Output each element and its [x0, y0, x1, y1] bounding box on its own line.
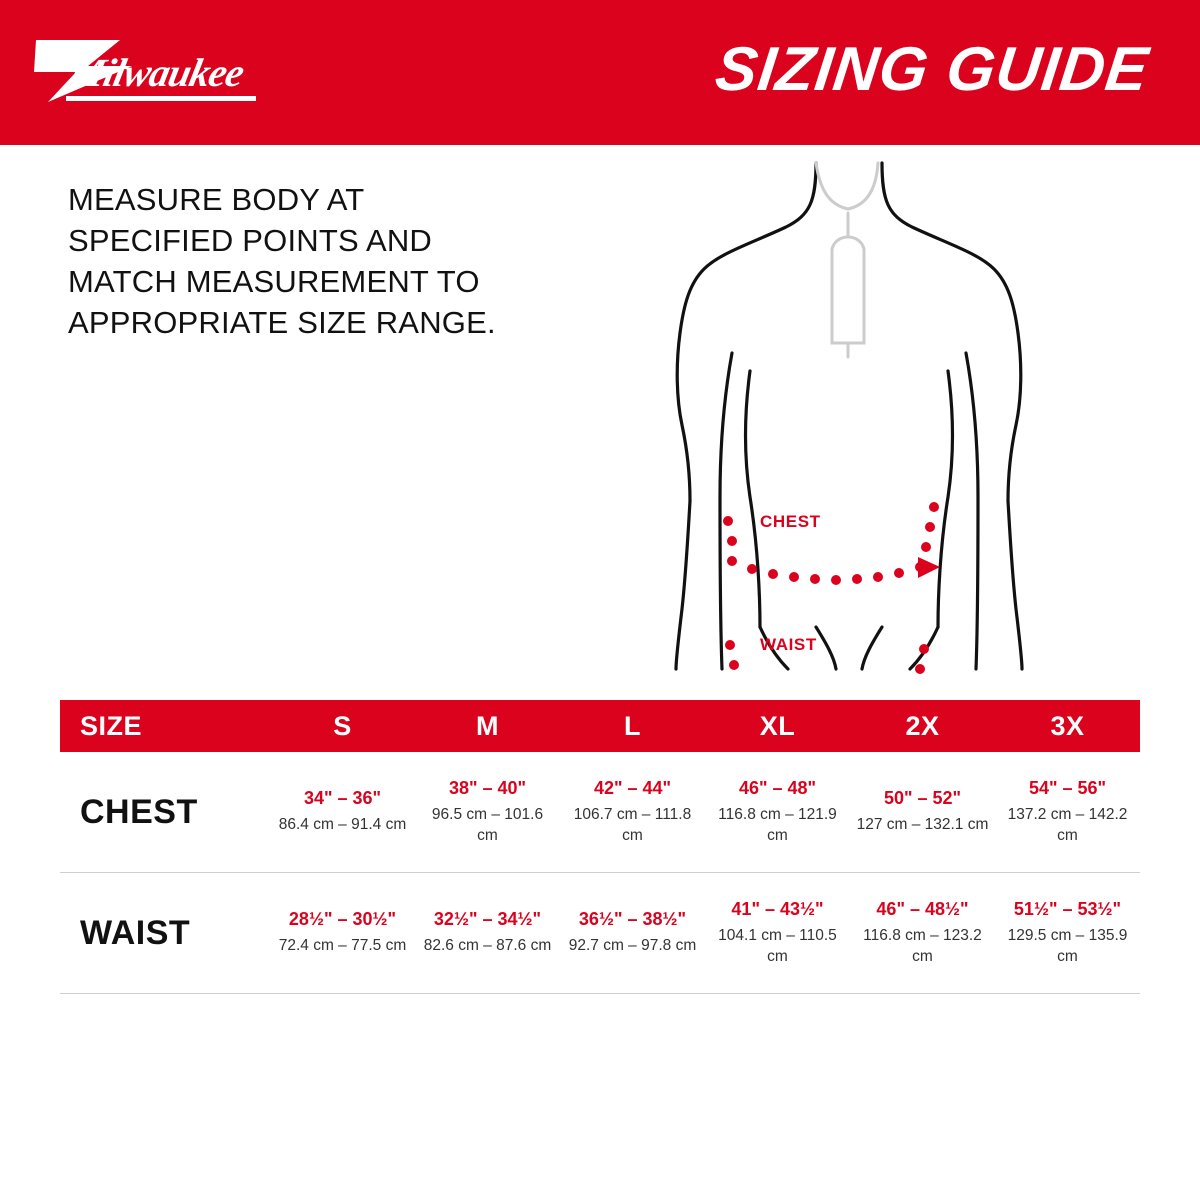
row-label-waist: WAIST: [80, 913, 191, 952]
waist-size-l: [560, 903, 705, 963]
waist-callout-label: WAIST: [760, 635, 817, 654]
chest-size-l-cm: 106.7 cm – 111.8 cm: [573, 805, 692, 844]
waist-size-3x: [995, 893, 1140, 974]
chest-size-2x: [850, 782, 995, 842]
chest-size-xl-inches: 46" – 48": [738, 777, 817, 798]
chest-size-3x-cm: 137.2 cm – 142.2 cm: [1007, 805, 1128, 844]
body-measurement-diagram: [620, 157, 1080, 677]
waist-size-xl-inches: 41" – 43½": [731, 898, 824, 919]
intro-text: MEASURE BODY AT SPECIFIED POINTS AND MATCH MEASUREMENT TO APPROPRIATE SIZE RANGE.: [68, 182, 496, 340]
chest-size-3x: [995, 772, 1140, 853]
waist-size-s: [270, 903, 415, 963]
intro-diagram-band: [0, 145, 1200, 690]
column-header-3x: 3X: [1050, 710, 1085, 741]
chest-callout-label: CHEST: [760, 512, 821, 531]
waist-size-2x: [850, 893, 995, 974]
chest-size-l-inches: 42" – 44": [593, 777, 672, 798]
chest-size-2x-cm: 127 cm – 132.1 cm: [856, 816, 989, 834]
waist-size-s-cm: 72.4 cm – 77.5 cm: [278, 937, 407, 955]
waist-size-m-inches: 32½" – 34½": [433, 909, 542, 930]
page-header: [0, 0, 1200, 145]
column-header-xl: XL: [759, 710, 796, 741]
chest-size-s-inches: 34" – 36": [303, 788, 382, 809]
waist-size-3x-inches: 51½" – 53½": [1013, 898, 1122, 919]
chest-size-l: [560, 772, 705, 853]
table-row: [60, 752, 1140, 873]
chest-size-xl: [705, 772, 850, 853]
svg-text:Milwaukee: Milwaukee: [64, 50, 248, 95]
waist-size-2x-cm: 116.8 cm – 123.2 cm: [863, 926, 982, 965]
table-header-row: [60, 700, 1140, 752]
waist-size-xl-cm: 104.1 cm – 110.5 cm: [718, 926, 837, 965]
chest-size-s: [270, 782, 415, 842]
chest-size-2x-inches: 50" – 52": [883, 788, 962, 809]
waist-size-2x-inches: 46" – 48½": [876, 898, 969, 919]
row-label-chest: CHEST: [80, 792, 198, 831]
chest-size-s-cm: 86.4 cm – 91.4 cm: [278, 816, 407, 834]
column-header-m: M: [476, 710, 499, 741]
chest-size-m-inches: 38" – 40": [448, 777, 527, 798]
waist-size-l-inches: 36½" – 38½": [578, 909, 687, 930]
chest-size-3x-inches: 54" – 56": [1028, 777, 1107, 798]
waist-size-l-cm: 92.7 cm – 97.8 cm: [568, 937, 697, 955]
page-title: SIZING GUIDE: [711, 35, 1153, 104]
column-header-size: SIZE: [80, 710, 143, 741]
waist-size-m-cm: 82.6 cm – 87.6 cm: [423, 937, 552, 955]
sizing-table: [60, 700, 1140, 994]
column-header-2x: 2X: [905, 710, 940, 741]
table-row: [60, 873, 1140, 994]
chest-size-xl-cm: 116.8 cm – 121.9 cm: [718, 805, 837, 844]
waist-size-xl: [705, 893, 850, 974]
waist-size-m: [415, 903, 560, 963]
waist-size-s-inches: 28½" – 30½": [288, 909, 397, 930]
chest-size-m-cm: 96.5 cm – 101.6 cm: [431, 805, 544, 844]
milwaukee-logo: [28, 24, 268, 110]
chest-size-m: [415, 772, 560, 853]
waist-size-3x-cm: 129.5 cm – 135.9 cm: [1007, 926, 1128, 965]
column-header-s: S: [333, 710, 352, 741]
column-header-l: L: [624, 710, 641, 741]
